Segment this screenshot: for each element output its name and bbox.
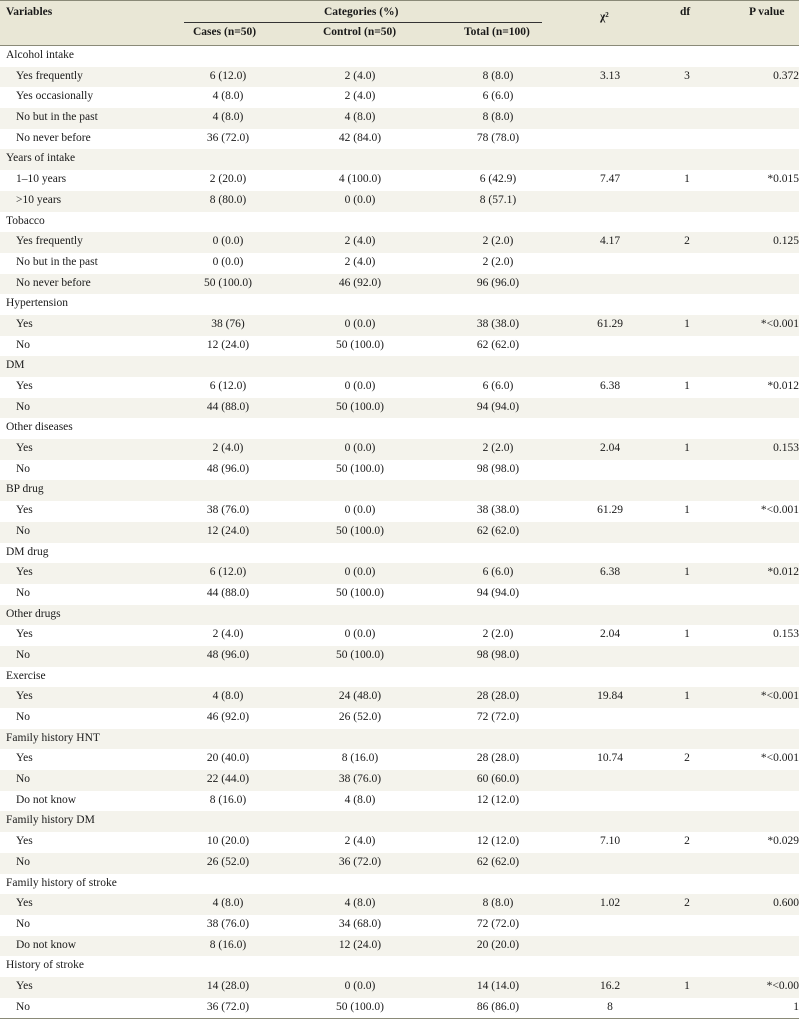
row-label: Yes frequently	[16, 235, 83, 248]
table-row	[0, 253, 799, 274]
total-cell: 14 (14.0)	[476, 979, 520, 992]
df-cell: 2	[684, 752, 690, 765]
table-row	[0, 191, 799, 212]
group-row	[0, 46, 799, 67]
chi-square-cell: 6.38	[599, 380, 621, 392]
total-cell: 2 (2.0)	[482, 628, 514, 641]
group-row	[0, 212, 799, 233]
header-cases: Cases (n=50)	[193, 26, 257, 38]
table-row	[0, 749, 799, 770]
header-divider	[184, 22, 542, 23]
group-row	[0, 418, 799, 439]
chi-square-cell: 7.47	[599, 173, 621, 186]
table-row	[0, 894, 799, 915]
total-cell: 94 (94.0)	[476, 586, 520, 599]
row-label: Do not know	[16, 938, 77, 951]
cases-cell: 38 (76.0)	[206, 504, 250, 517]
chi-square-cell: 8	[607, 1000, 613, 1013]
df-cell: 2	[684, 835, 690, 848]
control-cell: 26 (52.0)	[338, 711, 382, 723]
total-cell: 8 (8.0)	[482, 69, 514, 82]
cases-cell: 12 (24.0)	[206, 524, 250, 537]
control-cell: 8 (16.0)	[341, 752, 379, 765]
total-cell: 86 (86.0)	[476, 1000, 520, 1013]
control-cell: 2 (4.0)	[344, 90, 376, 103]
group-row	[0, 605, 799, 626]
total-cell: 2 (2.0)	[482, 235, 514, 248]
control-cell: 34 (68.0)	[338, 917, 382, 930]
group-row	[0, 149, 799, 170]
row-label: Yes occasionally	[16, 90, 94, 103]
row-label: No	[16, 917, 31, 930]
cases-cell: 6 (12.0)	[209, 380, 247, 392]
cases-cell: 0 (0.0)	[212, 255, 244, 268]
table-header	[0, 0, 799, 46]
table-row	[0, 274, 799, 295]
row-label: No	[16, 338, 31, 351]
row-label: Yes	[16, 690, 33, 703]
header-p-value: P value	[749, 6, 785, 18]
total-cell: 28 (28.0)	[476, 690, 520, 703]
control-cell: 0 (0.0)	[344, 504, 376, 517]
control-cell: 50 (100.0)	[336, 586, 384, 599]
row-label: Family history DM	[6, 814, 95, 827]
row-label: Years of intake	[6, 152, 76, 165]
control-cell: 0 (0.0)	[344, 193, 376, 206]
row-label: No	[16, 648, 31, 661]
control-cell: 0 (0.0)	[344, 380, 376, 392]
group-row	[0, 294, 799, 315]
df-cell: 1	[684, 504, 690, 517]
cases-cell: 50 (100.0)	[204, 276, 252, 289]
control-cell: 50 (100.0)	[336, 524, 384, 537]
cases-cell: 48 (96.0)	[206, 648, 250, 661]
table-row	[0, 129, 799, 150]
total-cell: 6 (6.0)	[482, 566, 514, 579]
p-value-cell: 0.372	[773, 69, 799, 82]
cases-cell: 44 (88.0)	[206, 400, 250, 413]
control-cell: 36 (72.0)	[338, 855, 382, 868]
cases-cell: 38 (76.0)	[206, 917, 250, 930]
df-cell: 1	[684, 566, 690, 579]
row-label: No	[16, 462, 31, 475]
p-value-cell: 0.153	[773, 628, 799, 641]
cases-cell: 46 (92.0)	[206, 711, 250, 723]
cases-cell: 4 (8.0)	[212, 690, 244, 703]
total-cell: 38 (38.0)	[476, 504, 520, 517]
chi-square-cell: 6.38	[599, 566, 621, 579]
total-cell: 98 (98.0)	[476, 648, 520, 661]
control-cell: 12 (24.0)	[338, 938, 382, 951]
row-label: Hypertension	[6, 297, 68, 310]
chi-square-cell: 1.02	[599, 897, 621, 910]
table-row	[0, 853, 799, 874]
table-row	[0, 398, 799, 419]
chi-square-cell: 61.29	[597, 317, 623, 330]
row-label: Do not know	[16, 793, 77, 806]
cases-cell: 44 (88.0)	[206, 586, 250, 599]
row-label: Yes	[16, 442, 33, 455]
chi-square-cell: 16.2	[599, 979, 621, 992]
row-label: Yes	[16, 566, 33, 579]
row-label: 1–10 years	[16, 173, 67, 186]
p-value-cell: 0.153	[773, 442, 799, 455]
chi-square-cell: 4.17	[599, 235, 621, 248]
row-label: Other diseases	[6, 421, 73, 434]
control-cell: 50 (100.0)	[336, 648, 384, 661]
total-cell: 28 (28.0)	[476, 752, 520, 765]
control-cell: 50 (100.0)	[336, 462, 384, 475]
row-label: No	[16, 1000, 31, 1013]
cases-cell: 22 (44.0)	[206, 773, 250, 786]
total-cell: 96 (96.0)	[476, 276, 520, 289]
total-cell: 2 (2.0)	[482, 255, 514, 268]
cases-cell: 4 (8.0)	[212, 897, 244, 910]
p-value-cell: 0.600	[773, 897, 799, 910]
df-cell: 2	[684, 235, 690, 248]
control-cell: 4 (8.0)	[344, 111, 376, 124]
total-cell: 8 (57.1)	[479, 193, 517, 206]
table-row	[0, 522, 799, 543]
table-row	[0, 791, 799, 812]
table-row	[0, 67, 799, 88]
p-value-cell: *0.012	[767, 380, 799, 392]
total-cell: 62 (62.0)	[476, 338, 520, 351]
row-label: >10 years	[16, 193, 62, 206]
table-row	[0, 936, 799, 957]
total-cell: 94 (94.0)	[476, 400, 520, 413]
header-df: df	[680, 6, 691, 18]
cases-cell: 12 (24.0)	[206, 338, 250, 351]
row-label: Yes	[16, 897, 33, 910]
chi-square-cell: 2.04	[599, 628, 621, 641]
cases-cell: 8 (16.0)	[209, 938, 247, 951]
row-label: DM	[6, 359, 25, 372]
row-label: Alcohol intake	[6, 49, 75, 61]
p-value-cell: 0.125	[773, 235, 799, 248]
df-cell: 1	[684, 317, 690, 330]
row-label: Family history HNT	[6, 731, 100, 744]
group-row	[0, 480, 799, 501]
control-cell: 2 (4.0)	[344, 235, 376, 248]
row-label: No	[16, 586, 31, 599]
table-row	[0, 315, 799, 336]
cases-cell: 10 (20.0)	[206, 835, 250, 848]
table-row	[0, 460, 799, 481]
cases-cell: 6 (12.0)	[209, 566, 247, 579]
cases-cell: 2 (20.0)	[209, 173, 247, 186]
table-row	[0, 646, 799, 667]
total-cell: 12 (12.0)	[476, 793, 520, 806]
cases-cell: 8 (80.0)	[209, 193, 247, 206]
p-value-cell: *<0.00	[766, 979, 799, 992]
group-row	[0, 667, 799, 688]
cases-cell: 14 (28.0)	[206, 979, 250, 992]
chi-square-cell: 7.10	[599, 835, 621, 848]
table-row	[0, 377, 799, 398]
row-label: Yes	[16, 317, 33, 330]
control-cell: 0 (0.0)	[344, 442, 376, 455]
total-cell: 8 (8.0)	[482, 897, 514, 910]
control-cell: 42 (84.0)	[338, 131, 382, 144]
table-row	[0, 708, 799, 729]
p-value-cell: *<0.001	[760, 690, 799, 703]
control-cell: 46 (92.0)	[338, 276, 382, 289]
table-row	[0, 770, 799, 791]
row-label: No never before	[16, 131, 91, 144]
row-label: No	[16, 524, 31, 537]
row-label: Yes	[16, 752, 33, 765]
control-cell: 0 (0.0)	[344, 628, 376, 641]
control-cell: 38 (76.0)	[338, 773, 382, 786]
group-row	[0, 811, 799, 832]
table-row	[0, 584, 799, 605]
cases-cell: 20 (40.0)	[206, 752, 250, 765]
cases-cell: 2 (4.0)	[212, 442, 244, 455]
p-value-cell: 1	[793, 1000, 799, 1013]
control-cell: 0 (0.0)	[344, 566, 376, 579]
total-cell: 8 (8.0)	[482, 111, 514, 124]
p-value-cell: *0.029	[767, 835, 799, 848]
table-row	[0, 170, 799, 191]
total-cell: 72 (72.0)	[476, 711, 520, 723]
table-body	[0, 46, 799, 1019]
row-label: History of stroke	[6, 959, 84, 972]
table-row	[0, 232, 799, 253]
cases-cell: 0 (0.0)	[212, 235, 244, 248]
row-label: No	[16, 400, 31, 413]
table-row	[0, 87, 799, 108]
row-label: Other drugs	[6, 607, 61, 620]
header-variables: Variables	[6, 6, 53, 18]
row-label: Yes	[16, 380, 33, 392]
row-label: No but in the past	[16, 111, 98, 124]
control-cell: 24 (48.0)	[338, 690, 382, 703]
total-cell: 62 (62.0)	[476, 855, 520, 868]
p-value-cell: *<0.001	[760, 752, 799, 765]
df-cell: 1	[684, 979, 690, 992]
total-cell: 38 (38.0)	[476, 317, 520, 330]
p-value-cell: *<0.001	[760, 317, 799, 330]
control-cell: 50 (100.0)	[336, 338, 384, 351]
row-label: Yes	[16, 835, 33, 848]
p-value-cell: *0.012	[767, 566, 799, 579]
row-label: No	[16, 773, 31, 786]
group-row	[0, 543, 799, 564]
cases-cell: 26 (52.0)	[206, 855, 250, 868]
control-cell: 50 (100.0)	[336, 1000, 384, 1013]
chi-square-cell: 2.04	[599, 442, 621, 455]
total-cell: 12 (12.0)	[476, 835, 520, 848]
table-row	[0, 336, 799, 357]
row-label: No	[16, 855, 31, 868]
row-label: DM drug	[6, 545, 49, 558]
cases-cell: 48 (96.0)	[206, 462, 250, 475]
total-cell: 6 (6.0)	[482, 90, 514, 103]
control-cell: 2 (4.0)	[344, 69, 376, 82]
total-cell: 20 (20.0)	[476, 938, 520, 951]
row-label: Yes	[16, 628, 33, 641]
table-row	[0, 977, 799, 998]
table-row	[0, 439, 799, 460]
chi-square-cell: 3.13	[599, 69, 621, 82]
row-label: BP drug	[6, 483, 44, 496]
df-cell: 1	[684, 628, 690, 641]
df-cell: 1	[684, 690, 690, 703]
df-cell: 1	[684, 380, 690, 392]
total-cell: 78 (78.0)	[476, 131, 520, 144]
total-cell: 62 (62.0)	[476, 524, 520, 537]
cases-cell: 8 (16.0)	[209, 793, 247, 806]
control-cell: 2 (4.0)	[344, 255, 376, 268]
row-label: No never before	[16, 276, 91, 289]
cases-cell: 36 (72.0)	[206, 1000, 250, 1013]
row-label: Yes frequently	[16, 69, 83, 82]
cases-cell: 36 (72.0)	[206, 131, 250, 144]
total-cell: 72 (72.0)	[476, 917, 520, 930]
table-row	[0, 832, 799, 853]
df-cell: 1	[684, 173, 690, 186]
row-label: No	[16, 711, 31, 723]
control-cell: 4 (100.0)	[338, 173, 382, 186]
table-row	[0, 625, 799, 646]
p-value-cell: *0.015	[767, 173, 799, 186]
cases-cell: 4 (8.0)	[212, 111, 244, 124]
control-cell: 0 (0.0)	[344, 317, 376, 330]
header-total: Total (n=100)	[464, 26, 530, 38]
cases-cell: 4 (8.0)	[212, 90, 244, 103]
control-cell: 2 (4.0)	[344, 835, 376, 848]
table-row	[0, 563, 799, 584]
row-label: Yes	[16, 504, 33, 517]
control-cell: 0 (0.0)	[344, 979, 376, 992]
total-cell: 98 (98.0)	[476, 462, 520, 475]
p-value-cell: *<0.001	[760, 504, 799, 517]
chi-square-cell: 10.74	[597, 752, 623, 765]
df-cell: 2	[684, 897, 690, 910]
control-cell: 4 (8.0)	[344, 897, 376, 910]
df-cell: 3	[684, 69, 690, 82]
group-row	[0, 956, 799, 977]
table-row	[0, 108, 799, 129]
total-cell: 6 (42.9)	[479, 173, 517, 186]
chi-square-cell: 61.29	[597, 504, 623, 517]
control-cell: 50 (100.0)	[336, 400, 384, 413]
total-cell: 60 (60.0)	[476, 773, 520, 786]
group-row	[0, 356, 799, 377]
table-row	[0, 915, 799, 936]
row-label: Exercise	[6, 669, 46, 682]
header-control: Control (n=50)	[323, 26, 397, 38]
row-label: Yes	[16, 979, 33, 992]
header-chi-square: χ²	[600, 11, 609, 23]
group-row	[0, 729, 799, 750]
row-label: Tobacco	[6, 214, 45, 227]
row-label: Family history of stroke	[6, 876, 117, 889]
table-row	[0, 687, 799, 708]
cases-cell: 6 (12.0)	[209, 69, 247, 82]
cases-cell: 2 (4.0)	[212, 628, 244, 641]
total-cell: 6 (6.0)	[482, 380, 514, 392]
control-cell: 4 (8.0)	[344, 793, 376, 806]
cases-cell: 38 (76)	[211, 317, 245, 330]
table-row	[0, 501, 799, 522]
df-cell: 1	[684, 442, 690, 455]
total-cell: 2 (2.0)	[482, 442, 514, 455]
chi-square-cell: 19.84	[597, 690, 623, 703]
row-label: No but in the past	[16, 255, 98, 268]
table-row	[0, 998, 799, 1019]
group-row	[0, 874, 799, 895]
header-categories: Categories (%)	[324, 6, 399, 18]
